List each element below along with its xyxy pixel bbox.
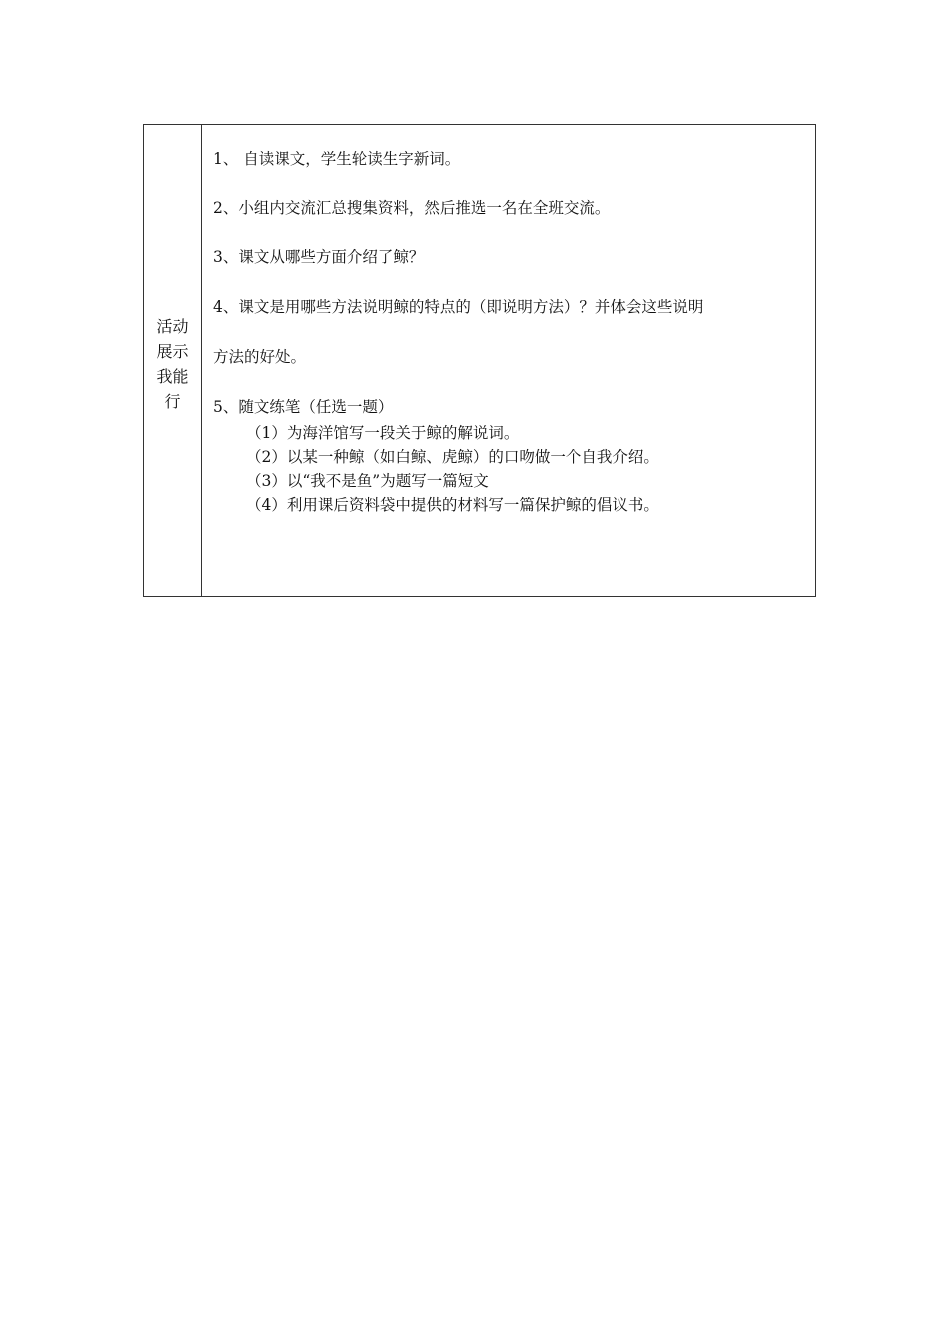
sub-item-4: （4）利用课后资料袋中提供的材料写一篇保护鲸的倡议书。 bbox=[246, 496, 659, 514]
item-5: 5、随文练笔（任选一题） bbox=[213, 398, 394, 416]
label-cell bbox=[144, 125, 202, 596]
sub-item-2: （2）以某一种鲸（如白鲸、虎鲸）的口吻做一个自我介绍。 bbox=[246, 448, 659, 466]
sub-item-3: （3）以“我不是鱼”为题写一篇短文 bbox=[246, 472, 489, 490]
item-1: 1、 自读课文，学生轮读生字新词。 bbox=[213, 150, 461, 168]
sub-item-1: （1）为海洋馆写一段关于鲸的解说词。 bbox=[246, 424, 520, 442]
row-label: 活动展示我能行 bbox=[156, 316, 189, 411]
item-4-continued: 方法的好处。 bbox=[213, 348, 307, 366]
item-2: 2、小组内交流汇总搜集资料，然后推选一名在全班交流。 bbox=[213, 199, 611, 217]
lesson-table bbox=[143, 124, 816, 597]
item-3: 3、课文从哪些方面介绍了鲸？ bbox=[213, 248, 425, 266]
item-4: 4、课文是用哪些方法说明鲸的特点的（即说明方法）？并体会这些说明 bbox=[213, 298, 704, 316]
content-cell bbox=[202, 125, 815, 596]
